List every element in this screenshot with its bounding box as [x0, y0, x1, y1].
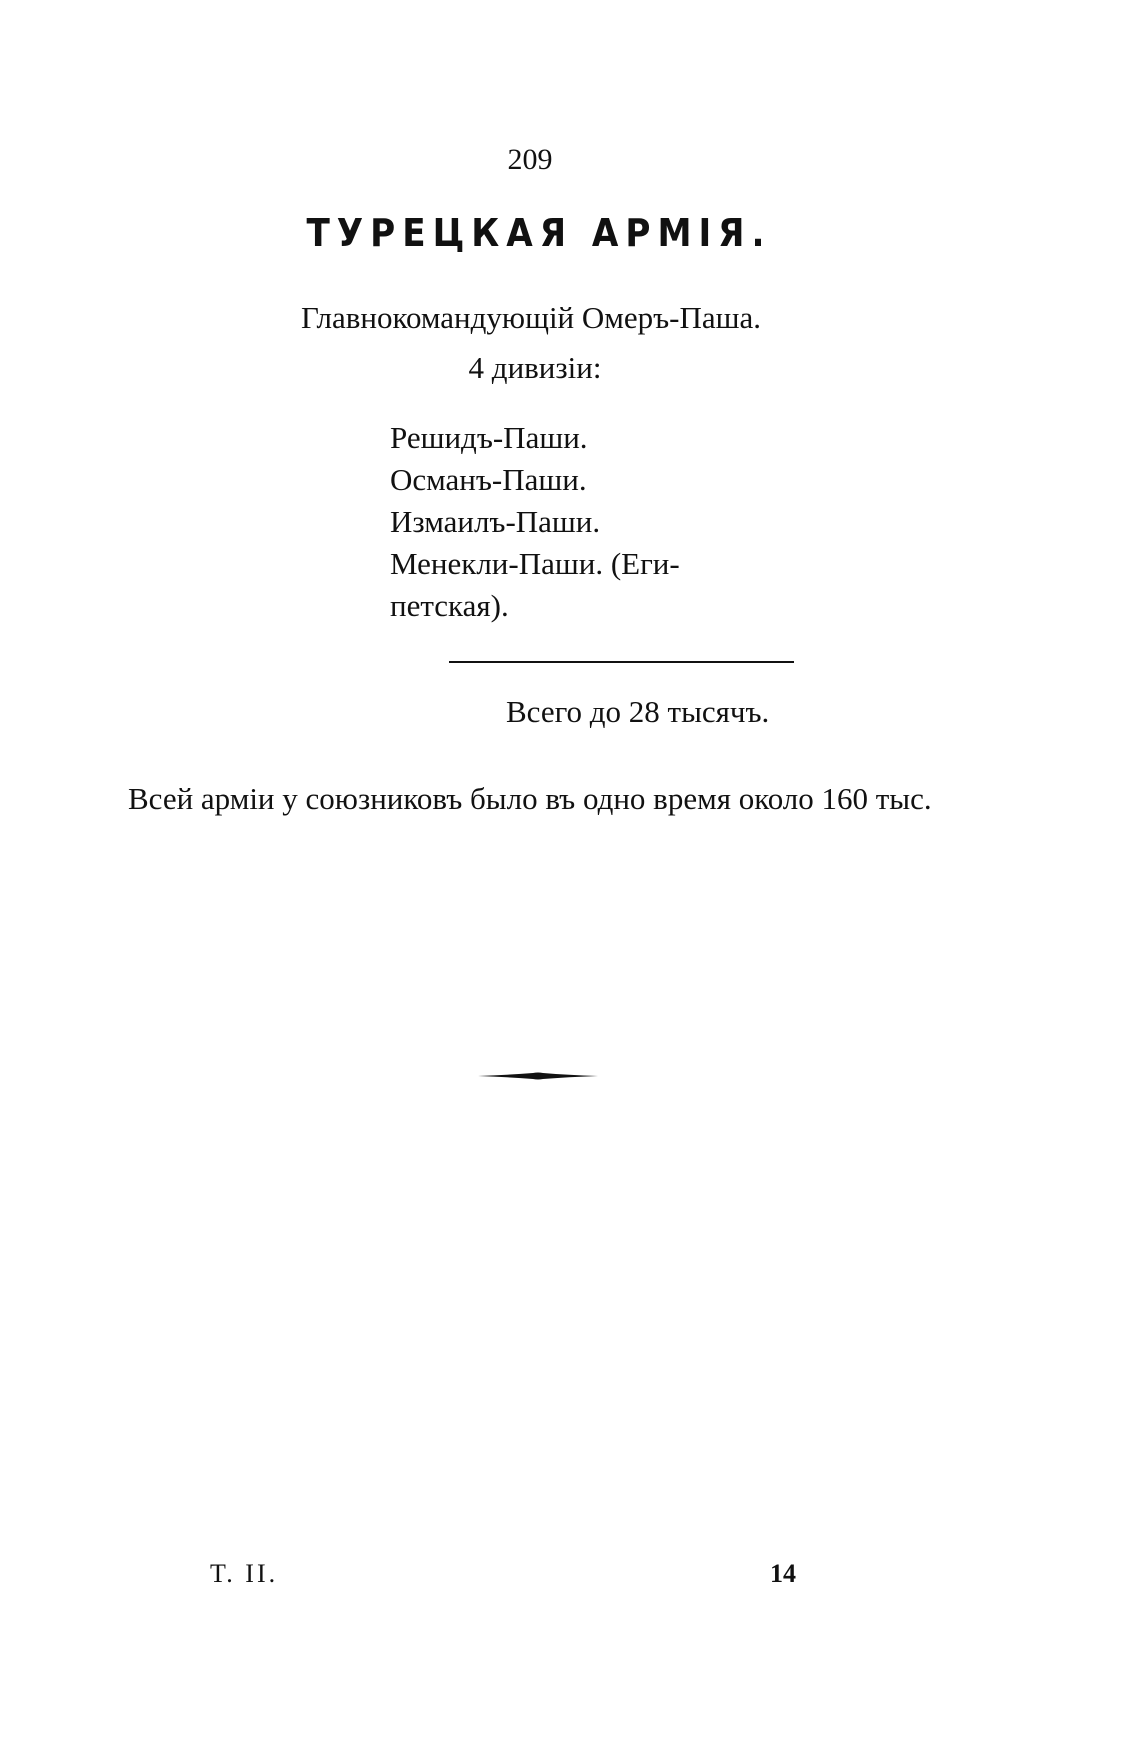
division-item: Решидъ-Паши.	[390, 420, 588, 455]
horizontal-rule	[449, 661, 794, 663]
division-item: Османъ-Паши.	[390, 462, 587, 497]
divisions-heading: 4 дивизіи:	[468, 350, 602, 385]
division-item: Менекли-Паши. (Еги-	[390, 546, 680, 581]
allied-total-line: Всей арміи у союзниковъ было въ одно время около 160 тыс.	[128, 781, 932, 816]
footer-sheet-number: 14	[770, 1559, 796, 1588]
divisions-list	[390, 417, 680, 627]
division-item: Измаилъ-Паши.	[390, 504, 601, 539]
footer-signature: Т. II.	[210, 1559, 279, 1588]
page-number: 209	[507, 143, 553, 176]
ornamental-divider	[478, 1070, 598, 1082]
commander-line: Главнокомандующій Омеръ-Паша.	[300, 300, 762, 335]
section-title: ТУРЕЦКАЯ АРМІЯ.	[306, 211, 772, 255]
division-item: петская).	[390, 588, 509, 623]
turkish-total-line: Всего до 28 тысячъ.	[506, 694, 770, 729]
